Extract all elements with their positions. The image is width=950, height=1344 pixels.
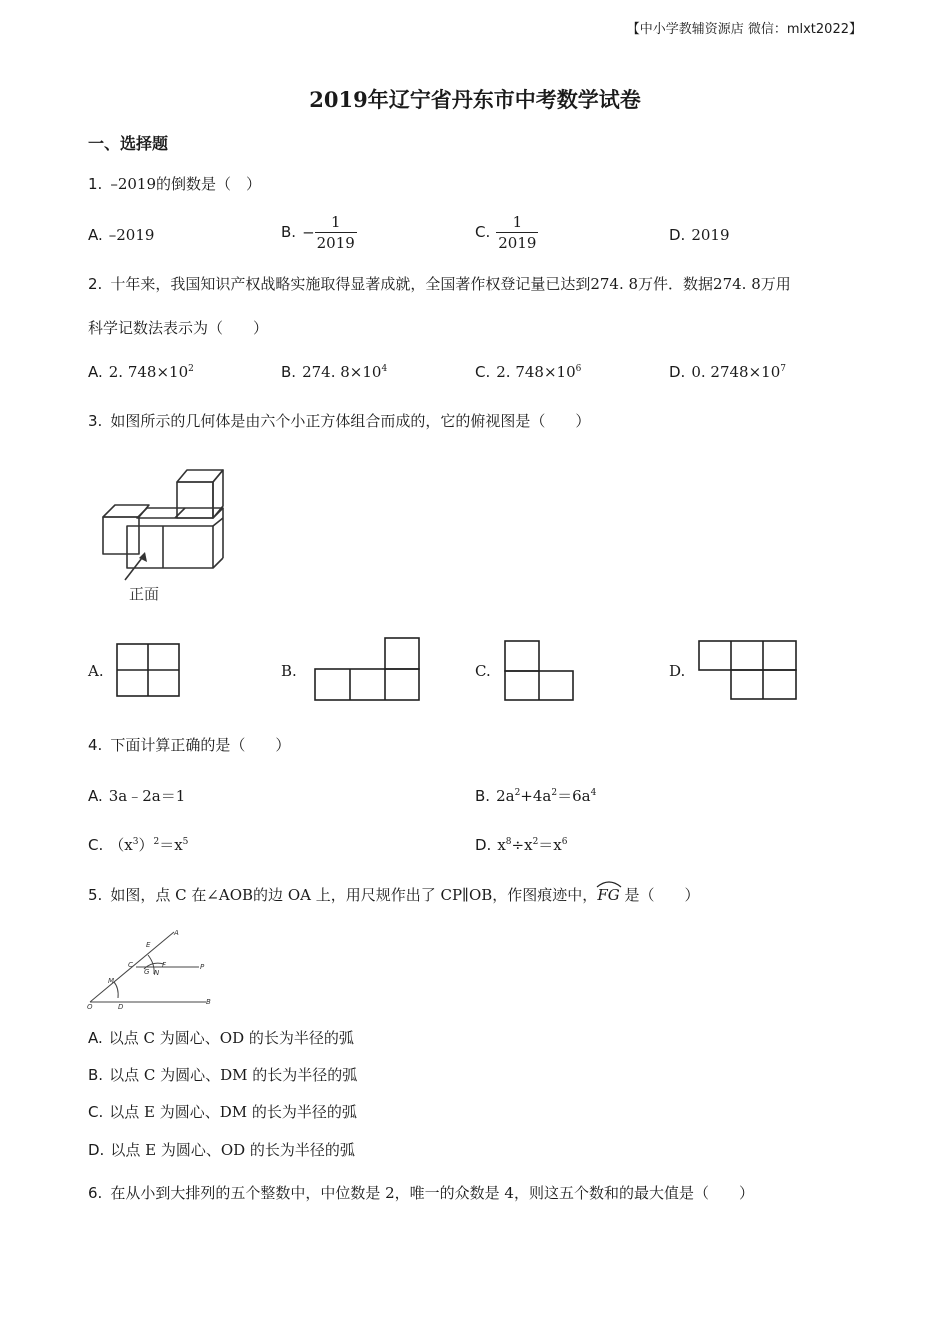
question-5: 5. 如图，点 C 在∠AOB的边 OA 上，用尺规作出了 CP∥OB，作图痕迹中， FG 是（ ） <box>88 885 700 905</box>
question-stem-line1: 十年来，我国知识产权战略实施取得显著成就，全国著作权登记量已达到274. 8万件．数据274. 8万用 <box>110 275 791 293</box>
svg-text:M: M <box>108 977 115 985</box>
q5-option-a[interactable]: A. 以点 C 为圆心、OD 的长为半径的弧 <box>88 1029 354 1047</box>
question-stem: –2019的倒数是（ ） <box>110 175 261 193</box>
question-2-line2: 科学记数法表示为（ ） <box>88 319 269 337</box>
question-stem: 如图，点 C 在∠AOB的边 OA 上，用尺规作出了 CP∥OB，作图痕迹中， <box>110 886 598 904</box>
q2-option-a[interactable]: A. 2. $748\times 10^2$ <box>88 363 194 381</box>
top-cube-front <box>177 482 213 518</box>
question-6 <box>88 1183 754 1203</box>
page-title: 2019年辽宁省丹东市中考数学试卷 <box>309 87 641 112</box>
svg-text:B: B <box>206 998 211 1006</box>
question-stem: 下面计算正确的是（ ） <box>110 736 291 754</box>
back-cube-top <box>103 505 149 517</box>
fraction: $\frac{1}{2019}$ <box>316 213 355 252</box>
q1-option-a[interactable]: A. –2019 <box>88 226 155 244</box>
q5-option-d[interactable]: D. 以点 E 为圆心、OD 的长为半径的弧 <box>88 1141 355 1159</box>
svg-text:A: A <box>174 929 179 937</box>
q2-option-b[interactable]: B. 274. $8\times 10^4$ <box>281 363 388 381</box>
q1-option-b[interactable]: B. − $\frac{1}{2019}$ <box>281 213 355 252</box>
question-stem: 在从小到大排列的五个整数中，中位数是 2，唯一的众数是 4，则这五个数和的最大值是（ ） <box>110 1184 754 1202</box>
question-number: 3. <box>88 412 103 430</box>
q4-option-d[interactable]: D. $x^8\div x^2=x^6$ <box>475 836 568 854</box>
question-number: 5. <box>88 886 103 904</box>
question-number: 2. <box>88 275 103 293</box>
q3-option-a-figure[interactable] <box>116 643 181 698</box>
question-number: 6. <box>88 1184 103 1202</box>
q5-option-c[interactable]: C. 以点 E 为圆心、DM 的长为半径的弧 <box>88 1103 357 1121</box>
question-4 <box>88 735 290 755</box>
q2-option-d[interactable]: D. 0. $2748\times 10^7$ <box>669 363 786 381</box>
q3-option-b-label[interactable]: B. <box>281 662 297 680</box>
svg-text:N: N <box>154 969 160 977</box>
svg-text:C: C <box>128 961 133 969</box>
front-label: 正面 <box>129 585 160 603</box>
q3-option-c-label[interactable]: C. <box>475 662 491 680</box>
arc-fg: FG <box>597 885 619 905</box>
q1-option-d[interactable]: D. 2019 <box>669 226 730 244</box>
q3-option-d-figure[interactable] <box>698 640 798 701</box>
top-cube-side <box>213 470 223 518</box>
q4-option-b[interactable]: B. $2a^2+4a^2=6a^4$ <box>475 787 597 805</box>
svg-text:E: E <box>146 941 151 949</box>
q4-option-c[interactable]: C. $(x^3)^2=x^5$ <box>88 836 189 854</box>
arc-mark <box>596 880 622 888</box>
svg-text:G: G <box>144 968 150 976</box>
minus-sign: − <box>302 223 315 242</box>
svg-text:F: F <box>162 961 167 969</box>
question-stem: 如图所示的几何体是由六个小正方体组合而成的，它的俯视图是（ ） <box>110 412 591 430</box>
cube-solid-figure <box>95 462 245 607</box>
question-1 <box>88 174 261 194</box>
q2-option-c[interactable]: C. 2. $748\times 10^6$ <box>475 363 582 381</box>
back-cube-front <box>103 517 139 554</box>
construction-figure <box>86 926 218 1010</box>
svg-text:O: O <box>87 1003 93 1010</box>
section-heading: 一、选择题 <box>88 134 169 153</box>
q3-option-c-figure[interactable] <box>504 640 575 702</box>
q1-option-c[interactable]: C. $\frac{1}{2019}$ <box>475 213 537 252</box>
question-2 <box>88 274 791 294</box>
question-number: 1. <box>88 175 103 193</box>
top-cube-top <box>177 470 223 482</box>
arc-md <box>114 982 118 998</box>
fraction: $\frac{1}{2019}$ <box>498 213 537 252</box>
q5-option-b[interactable]: B. 以点 C 为圆心、DM 的长为半径的弧 <box>88 1066 358 1084</box>
q3-option-a-label[interactable]: A. <box>88 662 104 680</box>
svg-text:D: D <box>118 1003 124 1010</box>
svg-text:P: P <box>200 963 205 971</box>
q3-option-b-figure[interactable] <box>314 637 421 702</box>
q3-option-d-label[interactable]: D. <box>669 662 686 680</box>
question-number: 4. <box>88 736 103 754</box>
question-3 <box>88 411 590 431</box>
q4-option-a[interactable]: A. 3a﹣2a＝1 <box>88 787 186 805</box>
page-header: 【中小学教辅资源店 微信：mlxt2022】 <box>626 22 862 37</box>
